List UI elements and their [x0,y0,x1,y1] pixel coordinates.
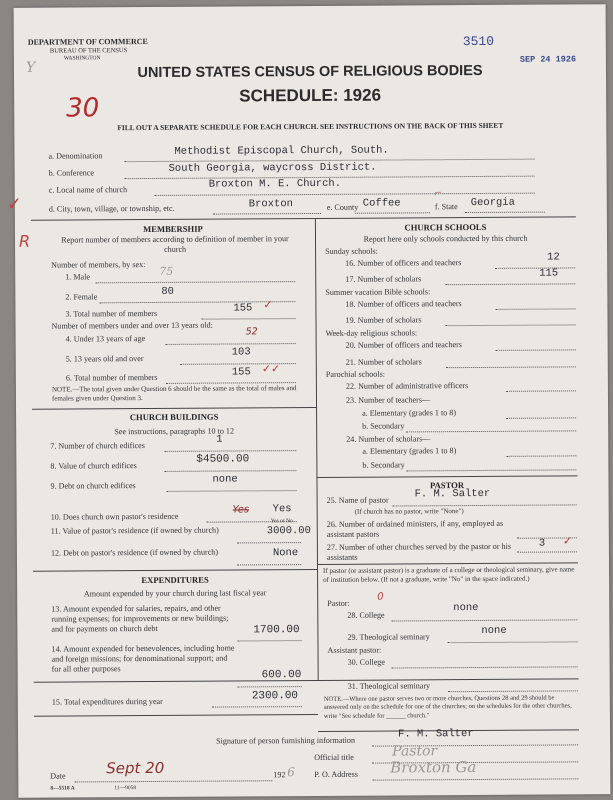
edifices-label: 7. Number of church edifices [50,441,145,451]
denomination-label: a. Denomination [48,151,103,161]
schools-intro: Report here only schools conducted by this church [363,233,528,244]
owns-residence-label: 10. Does church own pastor's residence [50,511,179,522]
q27-label: 27. Number of other churches served by the pastor or his assistants [326,541,512,562]
total2-label: 6. Total number of members [65,372,158,383]
over13-value: 103 [231,346,251,359]
edifice-value-label: 8. Value of church edifices [50,461,137,471]
membership-note: NOTE.—The total given under Question 6 should be the same as the total of males and females given under Question 3. [51,384,297,403]
year-digit: 6 [287,765,295,780]
assistant-label: Assistant pastor: [327,645,382,655]
conference-label: b. Conference [48,168,95,178]
local-name-label: c. Local name of church [48,185,128,195]
conference-value: South Georgia, waycross District. [168,161,377,175]
q27-value: 3 [538,537,546,550]
margin-mark-r: R [18,231,31,251]
summer-label: Summer vacation Bible schools: [325,287,431,297]
red-number: 30 [66,93,100,124]
department-label: DEPARTMENT OF COMMERCE [27,36,148,47]
total2-value: 155 [231,366,251,379]
q20-label: 20. Number of officers and teachers [345,340,462,350]
graduate-intro: If pastor (or assistant pastor) is a graduate of a college or theological seminary, give name of institution below. (If not a graduate, write "No" in the space indicated.) [323,565,575,584]
edifice-value: $4500.00 [196,453,250,466]
edifice-debt-value: none [212,473,238,486]
city-label: d. City, town, village, or township, etc. [48,203,175,214]
double-check-icon: ✓✓ [261,363,281,376]
q21-label: 21. Number of scholars [345,357,422,367]
sunday-label: Sunday schools: [325,246,378,256]
weekday-label: Week-day religious schools: [325,328,418,338]
signature-value: F. M. Salter [398,728,474,741]
state-label: f. State [434,202,458,212]
q16-value: 12 [547,251,560,264]
margin-check-icon: ✓ [6,193,22,214]
city-label: WASHINGTON [63,55,101,62]
q17-label: 17. Number of scholars [345,274,422,284]
residence-debt-label: 12. Debt on pastor's residence (if owned by church) [50,547,219,558]
q15-label: 15. Total expenditures during year [51,696,163,707]
over13-label: 5. 13 years old and over [65,354,144,364]
q28-value: none [453,601,479,615]
q24-label: 24. Number of scholars— [346,434,431,444]
yes-no-hint: Yes or No [270,518,293,525]
q22-label: 22. Number of administrative officers [345,381,469,391]
female-label: 2. Female [65,292,98,302]
local-name-value: Broxton M. E. Church. [208,177,342,191]
male-label: 1. Male [65,272,90,282]
state-value: Georgia [470,196,515,210]
check-icon: ✓ [263,299,273,312]
membership-title: MEMBERSHIP [143,223,203,235]
edifices-value: 1 [216,433,223,446]
by-age-label: Number of members under and over 13 years old: [51,320,213,331]
owns-residence-value: Yes [232,504,250,516]
owns-residence-hand: Yes [272,503,292,516]
q16-label: 16. Number of officers and teachers [345,258,462,268]
pastor-sub-label: Pastor: [327,598,350,608]
q23-label: 23. Number of teachers— [345,395,431,405]
q18-label: 18. Number of officers and teachers [345,299,462,309]
q27-check-icon: ✓ [562,535,573,548]
date-value: Sept 20 [106,758,165,778]
membership-intro: Report number of members according to definition of member in your church [61,234,289,254]
form-subtitle: SCHEDULE: 1926 [239,85,382,106]
q26-label: 26. Number of ordained ministers, if any, employed as assistant pastors [326,518,504,539]
q25-value: F. M. Salter [414,487,491,501]
official-title-label: Official title [314,752,354,762]
q13-label: 13. Amount expended for salaries, repairs, and other running expenses; for improvements or new buildings; and for payments on church debt [51,603,229,634]
county-value: Coffee [362,197,401,210]
margin-mark: Y [25,59,36,76]
pastor-note: NOTE.—Where one pastor serves two or more churches, Questions 28 and 29 should be answered only on the schedule for one of the churches; on the schedules for the other churches, write "See schedule for ______ church." [323,694,572,720]
q14-label: 14. Amount expended for benevolences, including home and foreign missions; for denominational support; and for all other purposes [51,643,235,674]
q31-label: 31. Theological seminary [347,681,431,691]
q13-value: 1700.00 [253,624,300,637]
schools-title: CHURCH SCHOOLS [404,221,487,233]
buildings-instr: See instructions, paragraphs 10 to 12 [114,426,235,437]
city-value: Broxton [248,198,293,211]
q24a-label: a. Elementary (grades 1 to 8) [362,446,457,456]
year-suffix: 192 [273,770,286,780]
form-code: 8—5518 A [50,785,75,792]
q23b-label: b. Secondary [362,421,405,431]
denomination-value: Methodist Episcopal Church, South. [174,144,389,158]
signature-label: Signature of person furnishing information [216,735,356,746]
edifice-debt-label: 9. Debt on church edifices [50,481,136,491]
schedule-number: 3510 [462,33,495,50]
under13-label: 4. Under 13 years of age [65,334,146,344]
q14-value: 600.00 [261,669,302,682]
po-address-value: Broxton Ga [390,758,477,777]
date-label: Date [50,771,66,781]
q19-label: 19. Number of scholars [345,315,422,325]
print-code: 11—9058 [114,785,137,792]
q15-value: 2300.00 [251,690,299,703]
total-members-label: 3. Total number of members [65,308,158,319]
county-label: e. County [326,202,359,212]
q29-label: 29. Theological seminary [347,632,430,642]
form-title: UNITED STATES CENSUS OF RELIGIOUS BODIES [137,62,483,82]
q25-label: 25. Name of pastor [326,495,389,505]
residence-debt-value: None [272,547,299,560]
under13-value: 52 [245,326,258,338]
red-zero-mark: 0 [377,591,384,603]
date-stamp: SEP 24 1926 [519,54,577,65]
total-members-value: 155 [233,302,253,315]
pastor-title: PASTOR [429,480,465,491]
residence-value-label: 11. Value of pastor's residence (if owned by church) [50,525,219,536]
census-schedule-sheet [6,4,611,798]
official-title-value: Pastor [392,743,438,760]
q23a-label: a. Elementary (grades 1 to 8) [362,408,457,418]
male-value: 75 [159,264,174,278]
female-value: 80 [161,285,174,298]
buildings-title: CHURCH BUILDINGS [129,411,219,423]
bureau-label: BUREAU OF THE CENSUS [49,47,128,55]
parochial-label: Parochial schools: [325,369,385,379]
instruction-line: FILL OUT A SEPARATE SCHEDULE FOR EACH CHURCH. SEE INSTRUCTIONS ON THE BACK OF THIS SHEET [117,120,504,133]
residence-value: 3000.00 [266,525,311,538]
q30-label: 30. College [347,657,385,667]
red-dash-mark-icon: ⌐ [434,185,442,200]
q29-value: none [481,624,507,637]
expenditures-intro: Amount expended by your church during last fiscal year [83,588,267,599]
by-sex-label: Number of members, by sex: [51,260,146,270]
po-address-label: P. O. Address [314,769,358,779]
q28-label: 28. College [347,610,385,620]
q17-value: 115 [539,267,559,280]
q25-note: (If church has no pastor, write "None") [354,507,464,516]
q24b-label: b. Secondary [362,460,405,470]
expenditures-title: EXPENDITURES [141,574,209,586]
